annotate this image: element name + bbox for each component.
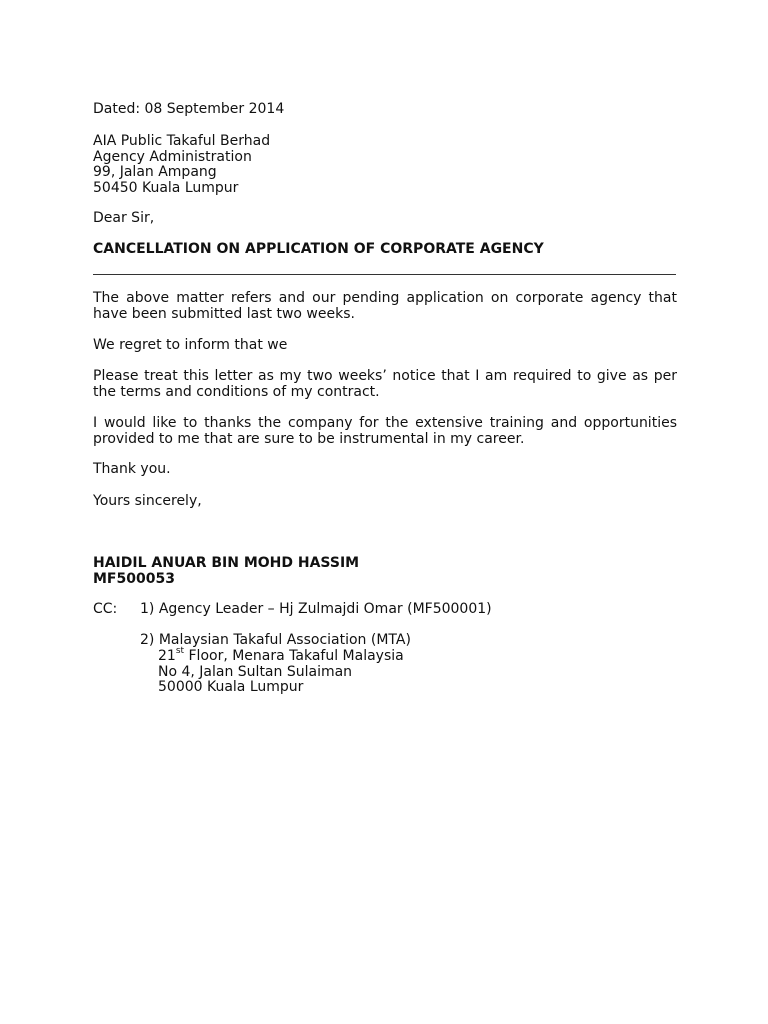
cc-item-2-floor [158,646,404,665]
cc-item-2-street: No 4, Jalan Sultan Sulaiman [158,664,353,680]
recipient-line-3: 99, Jalan Ampang [93,164,217,181]
closing-text: Yours sincerely, [93,493,202,509]
salutation [93,211,677,227]
floor-number: 21 [158,648,176,664]
paragraph-1: The above matter refers and our pending application on corporate agency that have been submitted last two weeks. [93,290,677,322]
cc-item-1: 1) Agency Leader – Hj Zulmajdi Omar (MF500001) [140,601,492,617]
letter-date [93,102,677,118]
subject-line [93,242,677,258]
recipient-line-2: Agency Administration [93,148,252,165]
signatory-name: HAIDIL ANUAR BIN MOHD HASSIM [93,555,360,571]
paragraph-4: I would like to thanks the company for the extensive training and opportunities provided to me that are sure to be instrumental in my career. [93,415,677,447]
floor-suffix: st [175,646,185,657]
recipient-line-1: AIA Public Takaful Berhad [93,133,271,149]
recipient-address [93,134,677,196]
cc-item-2-title: 2) Malaysian Takaful Association (MTA) [140,632,411,648]
cc-item-2-city: 50000 Kuala Lumpur [158,679,304,695]
signatory-code: MF500053 [93,570,175,587]
paragraph-3: Please treat this letter as my two weeks’ notice that I am required to give as per the terms and conditions of my contract. [93,368,677,400]
paragraph-2-text: We regret to inform that we [93,337,288,353]
date-text: Dated: 08 September 2014 [93,101,285,117]
cc-label: CC: [93,601,118,617]
salutation-text: Dear Sir, [93,210,155,226]
recipient-line-4: 50450 Kuala Lumpur [93,179,239,196]
subject-divider [93,274,676,275]
floor-rest: Floor, Menara Takaful Malaysia [184,648,404,664]
paragraph-2 [93,338,677,354]
thank-you-text: Thank you. [93,461,171,477]
closing [93,494,677,510]
thank-you [93,462,677,478]
subject-text: CANCELLATION ON APPLICATION OF CORPORATE AGENCY [93,241,544,257]
signatory-block [93,556,677,587]
